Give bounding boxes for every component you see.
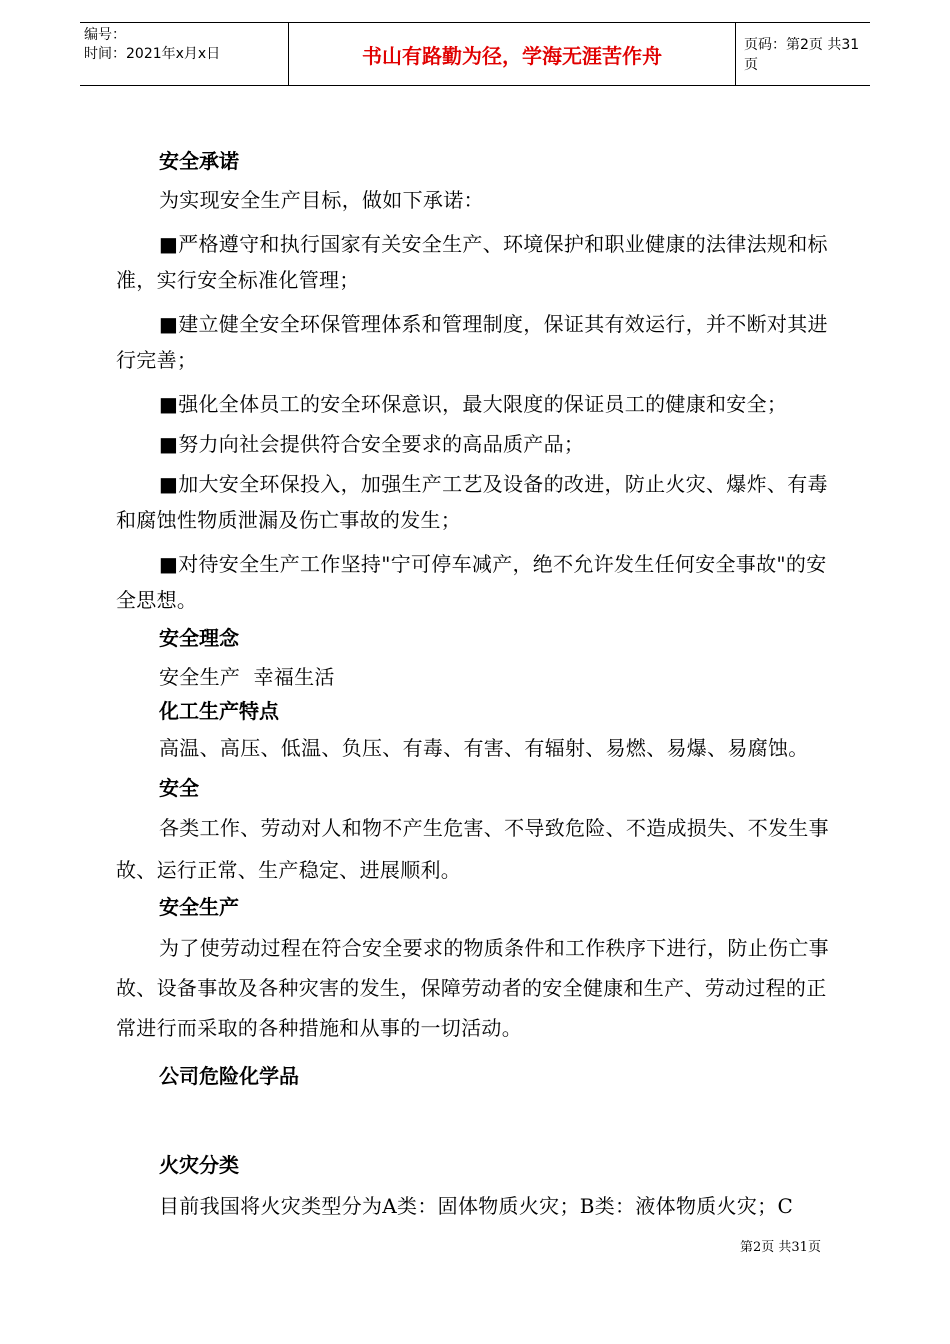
production-text: 为了使劳动过程在符合安全要求的物质条件和工作秩序下进行，防止伤亡事故、设备事故及各种灾害的发生，保障劳动者的安全健康和生产、劳动过程的正常进行而采取的各种措施和从事的一切活动。 [116, 936, 829, 1040]
commitment-bullet: ■加大安全环保投入，加强生产工艺及设备的改进，防止火灾、爆炸、有毒和腐蚀性物质泄漏及伤亡事故的发生； [116, 472, 828, 532]
fire-title: 火灾分类 [159, 1153, 239, 1177]
header-motto: 书山有路勤为径，学海无涯苦作舟 [288, 23, 736, 85]
time-label: 时间：2021年x月x日 [84, 46, 221, 62]
fire-text: 目前我国将火灾类型分为A类：固体物质火灾；B类：液体物质火灾；C [159, 1194, 794, 1218]
feature-text: 高温、高压、低温、负压、有毒、有害、有辐射、易燃、易爆、易腐蚀。 [159, 736, 809, 760]
page-header [80, 22, 870, 86]
header-page-label: 页码：第2页 共31页 [744, 37, 860, 73]
header-left [84, 26, 284, 64]
commitment-bullet: ■强化全体员工的安全环保意识，最大限度的保证员工的健康和安全； [159, 392, 788, 416]
safety-title: 安全 [159, 776, 199, 800]
chemicals-title: 公司危险化学品 [159, 1064, 299, 1088]
commitment-bullet: ■努力向社会提供符合安全要求的高品质产品； [159, 432, 585, 456]
concept-title: 安全理念 [159, 626, 239, 650]
commitment-bullet: ■建立健全安全环保管理体系和管理制度，保证其有效运行，并不断对其进行完善； [116, 312, 828, 372]
concept-text: 安全生产 幸福生活 [159, 665, 335, 689]
feature-title: 化工生产特点 [159, 699, 279, 723]
commitment-title: 安全承诺 [159, 149, 239, 173]
commitment-bullet: ■严格遵守和执行国家有关安全生产、环境保护和职业健康的法律法规和标准，实行安全标准化管理； [116, 232, 828, 292]
document-body [116, 140, 840, 1224]
number-label: 编号： [84, 27, 126, 43]
page-footer: 第2页 共31页 [740, 1240, 821, 1255]
commitment-intro: 为实现安全生产目标，做如下承诺： [159, 188, 484, 212]
safety-text: 各类工作、劳动对人和物不产生危害、不导致危险、不造成损失、不发生事故、运行正常、生产稳定、进展顺利。 [116, 816, 829, 882]
commitment-bullet: ■对待安全生产工作坚持"宁可停车减产，绝不允许发生任何安全事故"的安全思想。 [116, 552, 827, 612]
production-title: 安全生产 [159, 895, 239, 919]
